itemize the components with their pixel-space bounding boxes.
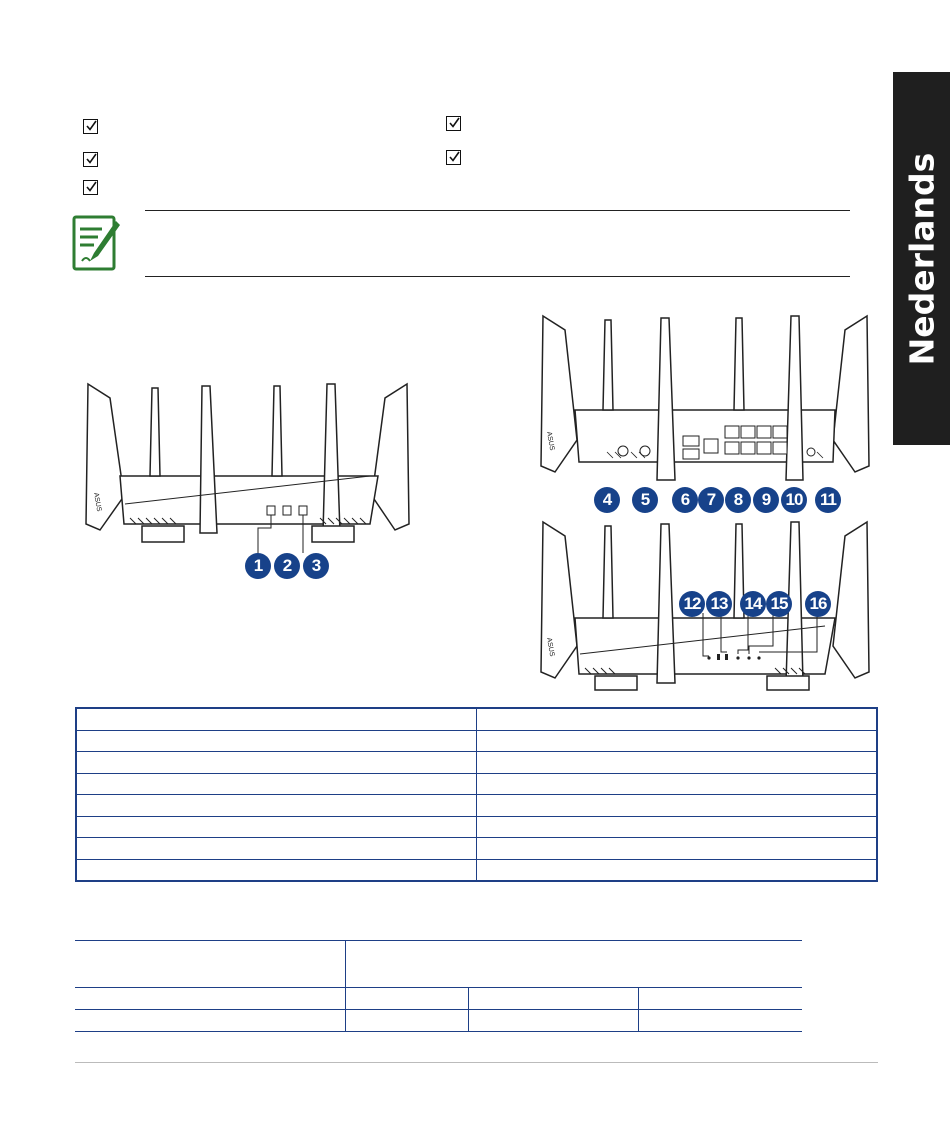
- callout-badge: 2: [274, 553, 300, 579]
- table-cell: [477, 730, 878, 752]
- table-cell: [76, 730, 477, 752]
- callout-badge: 15: [766, 591, 792, 617]
- callout-badge: 11: [815, 487, 841, 513]
- callout-badge: 7: [698, 487, 724, 513]
- table-rule: [75, 1009, 802, 1010]
- callout-badge: 5: [632, 487, 658, 513]
- language-tab: [893, 72, 950, 445]
- checkbox-checked-icon: [83, 119, 98, 134]
- checkbox-checked-icon: [446, 116, 461, 131]
- brand-logo: ASUS: [545, 431, 556, 452]
- table-row: [76, 816, 877, 838]
- table-rule: [75, 1031, 802, 1032]
- router-front-illustration: [80, 378, 415, 553]
- note-pencil-icon: [72, 215, 120, 271]
- callout-badge: 4: [594, 487, 620, 513]
- table-divider: [345, 940, 346, 1031]
- callout-badge: 6: [672, 487, 698, 513]
- callout-badge: 9: [753, 487, 779, 513]
- table-cell: [477, 773, 878, 795]
- table-row: [76, 838, 877, 860]
- note-top-rule: [145, 210, 850, 211]
- checkbox-checked-icon: [446, 150, 461, 165]
- table-rule: [75, 987, 802, 988]
- callout-badge: 10: [781, 487, 807, 513]
- footer-rule: [75, 1062, 878, 1063]
- table-row: [76, 752, 877, 774]
- table-cell: [76, 708, 477, 730]
- note-bottom-rule: [145, 276, 850, 277]
- callout-badge: 1: [245, 553, 271, 579]
- spec-table: [75, 707, 878, 882]
- table-cell: [477, 752, 878, 774]
- language-tab-label: Nederlands: [902, 152, 941, 365]
- table-row: [76, 773, 877, 795]
- table-row: [76, 708, 877, 730]
- callout-badge: 8: [725, 487, 751, 513]
- table-rule: [75, 940, 802, 941]
- bottom-table: [75, 940, 802, 1033]
- brand-logo: ASUS: [92, 492, 103, 513]
- brand-logo: ASUS: [545, 637, 556, 658]
- router-back-illustration: [535, 312, 875, 497]
- table-cell: [76, 838, 477, 860]
- table-row: [76, 795, 877, 817]
- table-cell: [76, 859, 477, 881]
- table-divider: [638, 987, 639, 1031]
- table-cell: [76, 816, 477, 838]
- table-cell: [76, 795, 477, 817]
- table-cell: [477, 795, 878, 817]
- table-cell: [477, 708, 878, 730]
- table-row: [76, 859, 877, 881]
- callout-badge: 12: [679, 591, 705, 617]
- checkbox-checked-icon: [83, 152, 98, 167]
- table-cell: [477, 816, 878, 838]
- callout-badge: 13: [706, 591, 732, 617]
- table-cell: [477, 859, 878, 881]
- checkbox-checked-icon: [83, 180, 98, 195]
- table-cell: [76, 773, 477, 795]
- table-divider: [468, 987, 469, 1031]
- table-cell: [477, 838, 878, 860]
- callout-badge: 16: [805, 591, 831, 617]
- table-cell: [76, 752, 477, 774]
- callout-badge: 14: [740, 591, 766, 617]
- callout-badge: 3: [303, 553, 329, 579]
- table-row: [76, 730, 877, 752]
